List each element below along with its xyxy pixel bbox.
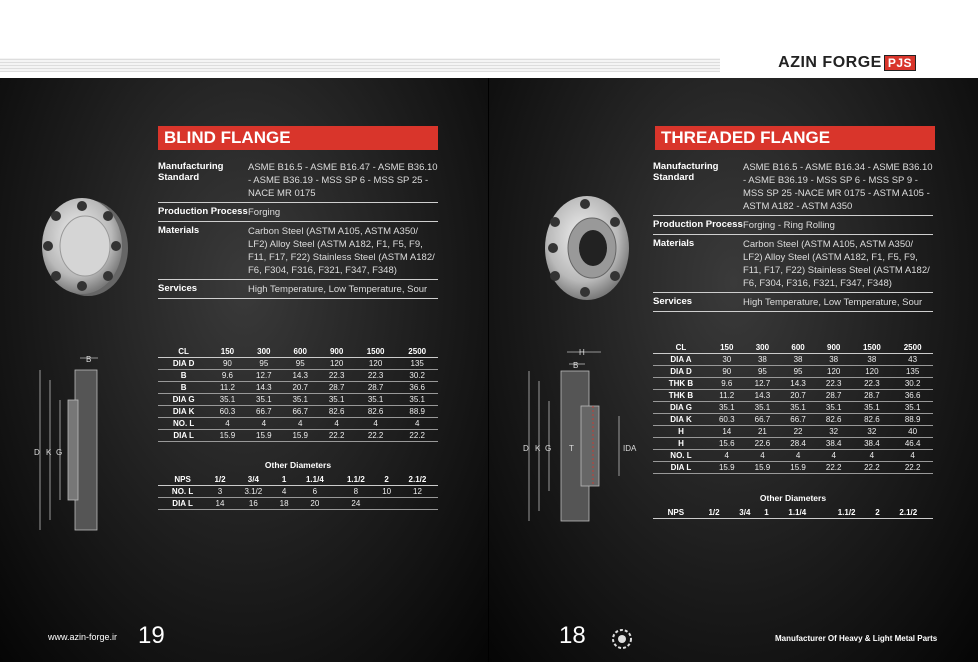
- dimension-table-right: [653, 342, 933, 474]
- table-row-label: NO. L: [158, 486, 207, 498]
- table-cell: 4: [318, 418, 354, 430]
- table-cell: 28.7: [852, 390, 893, 402]
- table-cell: 21: [745, 426, 781, 438]
- dim-label-d: D: [34, 448, 40, 457]
- table-row: [158, 358, 438, 370]
- header-stripe: [0, 58, 720, 72]
- table-header-row: [158, 474, 438, 486]
- table-header-row: [653, 507, 933, 519]
- spec-row: [158, 222, 438, 280]
- table-cell: 90: [209, 358, 245, 370]
- table-cell: 32: [816, 426, 852, 438]
- table-cell: 15.9: [282, 430, 318, 442]
- table-cell: 28.7: [816, 390, 852, 402]
- table-header-cell: 900: [816, 342, 852, 354]
- table-cell: 35.1: [318, 394, 354, 406]
- table-cell: 135: [396, 358, 438, 370]
- table-row-label: B: [158, 370, 209, 382]
- table-row: [653, 438, 933, 450]
- table-cell: 36.6: [892, 390, 933, 402]
- table-cell: 4: [816, 450, 852, 462]
- other-diameters-title-right: Other Diameters: [759, 493, 827, 503]
- table-row: [158, 430, 438, 442]
- table-header-cell: 3/4: [233, 474, 274, 486]
- table-header-cell: 300: [745, 342, 781, 354]
- table-row-label: NO. L: [653, 450, 709, 462]
- table-row-label: H: [653, 426, 709, 438]
- table-cell: 40: [892, 426, 933, 438]
- table-cell: 35.1: [396, 394, 438, 406]
- table-cell: 22.3: [816, 378, 852, 390]
- table-cell: 14: [709, 426, 745, 438]
- table-cell: 22.3: [852, 378, 893, 390]
- table-header-cell: 1: [274, 474, 295, 486]
- table-cell: 35.1: [852, 402, 893, 414]
- table-row-label: DIA K: [158, 406, 209, 418]
- table-cell: 38: [852, 354, 893, 366]
- table-row-label: DIA D: [653, 366, 709, 378]
- table-cell: 120: [355, 358, 397, 370]
- brand-name: AZIN FORGE: [778, 54, 882, 71]
- spec-value: ASME B16.5 - ASME B16.47 - ASME B36.10 - ASME B36.19 - MSS SP 6 - MSS SP 25 -NACE MR 0175: [248, 162, 438, 199]
- table-row: [653, 390, 933, 402]
- table-header-cell: 1/2: [699, 507, 730, 519]
- table-row-label: DIA L: [158, 430, 209, 442]
- table-row-label: DIA L: [653, 462, 709, 474]
- table-cell: 4: [246, 418, 282, 430]
- table-header-cell: 3/4: [729, 507, 760, 519]
- table-cell: 120: [816, 366, 852, 378]
- table-cell: 10: [376, 486, 397, 498]
- table-cell: 4: [396, 418, 438, 430]
- table-row-label: DIA L: [158, 498, 207, 510]
- table-cell: 22.2: [852, 462, 893, 474]
- table-cell: 3.1/2: [233, 486, 274, 498]
- dim-label-k: K: [46, 448, 52, 457]
- table-cell: 15.9: [780, 462, 816, 474]
- table-cell: 22.2: [318, 430, 354, 442]
- table-cell: 11.2: [709, 390, 745, 402]
- spec-label: Production Process: [158, 206, 248, 217]
- spec-value: Forging: [248, 207, 281, 218]
- table-cell: 135: [892, 366, 933, 378]
- table-cell: 22.2: [816, 462, 852, 474]
- table-cell: 82.6: [816, 414, 852, 426]
- spec-label: Materials: [158, 225, 200, 236]
- table-cell: [397, 498, 438, 510]
- table-row: [653, 462, 933, 474]
- table-header-cell: 2500: [396, 346, 438, 358]
- table-cell: 15.6: [709, 438, 745, 450]
- table-row: [653, 354, 933, 366]
- table-cell: 30.2: [396, 370, 438, 382]
- table-header-cell: CL: [653, 342, 709, 354]
- table-cell: 12.7: [246, 370, 282, 382]
- table-cell: 82.6: [318, 406, 354, 418]
- table-cell: 4: [282, 418, 318, 430]
- spec-row: [158, 158, 438, 203]
- spec-label: Production Process: [653, 219, 743, 230]
- dim-label-d: D: [523, 444, 529, 453]
- table-cell: 35.1: [246, 394, 282, 406]
- table-cell: 30: [709, 354, 745, 366]
- other-diameters-table-left: [158, 474, 438, 510]
- spec-row: [653, 158, 933, 216]
- table-header-cell: 1: [760, 507, 772, 519]
- table-header-cell: 600: [780, 342, 816, 354]
- spec-label: Services: [158, 283, 198, 294]
- table-row-label: DIA G: [158, 394, 209, 406]
- other-diameters-title-left: Other Diameters: [264, 460, 332, 470]
- table-cell: 22.3: [318, 370, 354, 382]
- table-cell: 66.7: [246, 406, 282, 418]
- top-header: [0, 0, 978, 78]
- table-cell: 38: [745, 354, 781, 366]
- gear-logo-icon: [611, 628, 633, 650]
- table-cell: 60.3: [209, 406, 245, 418]
- table-cell: 20.7: [780, 390, 816, 402]
- table-row: [653, 378, 933, 390]
- table-cell: 3: [207, 486, 233, 498]
- table-header-cell: 1500: [355, 346, 397, 358]
- table-row-label: DIA D: [158, 358, 209, 370]
- threaded-flange-image: [537, 188, 637, 308]
- table-header-cell: 150: [209, 346, 245, 358]
- table-row: [158, 498, 438, 510]
- table-row: [653, 402, 933, 414]
- table-cell: 35.1: [745, 402, 781, 414]
- table-row: [653, 366, 933, 378]
- dim-label-t: T: [569, 444, 574, 453]
- table-cell: 14.3: [780, 378, 816, 390]
- table-cell: 35.1: [892, 402, 933, 414]
- table-row-label: DIA G: [653, 402, 709, 414]
- table-cell: 120: [852, 366, 893, 378]
- table-header-row: [653, 342, 933, 354]
- brand-logo: [778, 54, 916, 72]
- table-cell: 28.7: [318, 382, 354, 394]
- table-row: [653, 450, 933, 462]
- table-cell: 95: [745, 366, 781, 378]
- table-cell: 35.1: [816, 402, 852, 414]
- table-cell: 28.7: [355, 382, 397, 394]
- table-cell: 22.3: [355, 370, 397, 382]
- table-cell: 14: [207, 498, 233, 510]
- brand-badge: PJS: [884, 55, 916, 71]
- table-cell: 32: [852, 426, 893, 438]
- table-cell: 66.7: [780, 414, 816, 426]
- spec-row: [653, 235, 933, 293]
- table-row: [158, 394, 438, 406]
- page-title-right: THREADED FLANGE: [655, 126, 935, 150]
- table-cell: 60.3: [709, 414, 745, 426]
- table-cell: 82.6: [355, 406, 397, 418]
- table-cell: 22.2: [355, 430, 397, 442]
- table-cell: 82.6: [852, 414, 893, 426]
- spec-list-right: [653, 158, 933, 312]
- table-row-label: NO. L: [158, 418, 209, 430]
- dim-label-g: G: [545, 444, 552, 453]
- table-cell: 35.1: [709, 402, 745, 414]
- table-cell: 15.9: [745, 462, 781, 474]
- table-cell: 12: [397, 486, 438, 498]
- spec-value: ASME B16.5 - ASME B16.34 - ASME B36.10 - ASME B36.19 - MSS SP 6 - MSS SP 9 - MSS SP 25 -NACE MR 0175 - ASTM A105 - ASTM A182 - ASTM A350: [743, 162, 933, 212]
- table-cell: 18: [274, 498, 295, 510]
- table-cell: 95: [282, 358, 318, 370]
- table-cell: 15.9: [209, 430, 245, 442]
- page-number-right: 18: [559, 622, 586, 649]
- table-header-row: [158, 346, 438, 358]
- table-cell: 4: [355, 418, 397, 430]
- table-cell: 20.7: [282, 382, 318, 394]
- spec-list-left: [158, 158, 438, 299]
- table-cell: 16: [233, 498, 274, 510]
- table-header-cell: 1.1/4: [294, 474, 335, 486]
- table-cell: 38.4: [852, 438, 893, 450]
- spec-row: [653, 216, 933, 235]
- spec-row: [158, 280, 438, 299]
- table-row-label: B: [158, 382, 209, 394]
- dim-label-b: B: [573, 361, 579, 370]
- table-cell: 22.2: [892, 462, 933, 474]
- table-header-cell: 300: [246, 346, 282, 358]
- table-cell: 38: [780, 354, 816, 366]
- table-cell: 4: [745, 450, 781, 462]
- table-row: [653, 414, 933, 426]
- table-header-cell: 2: [376, 474, 397, 486]
- dim-label-ida: IDA: [623, 444, 637, 453]
- table-cell: 66.7: [745, 414, 781, 426]
- table-header-cell: 2500: [892, 342, 933, 354]
- table-cell: 15.9: [246, 430, 282, 442]
- table-header-cell: 2: [871, 507, 883, 519]
- table-cell: 4: [209, 418, 245, 430]
- table-cell: 15.9: [709, 462, 745, 474]
- table-header-cell: 2.1/2: [397, 474, 438, 486]
- table-cell: 36.6: [396, 382, 438, 394]
- tagline: Manufacturer Of Heavy & Light Metal Parts: [775, 634, 938, 643]
- table-cell: 46.4: [892, 438, 933, 450]
- blind-flange-image: [30, 188, 130, 298]
- dim-label-g: G: [56, 448, 63, 457]
- table-cell: 4: [274, 486, 295, 498]
- table-cell: 30.2: [892, 378, 933, 390]
- table-cell: 8: [335, 486, 376, 498]
- table-header-cell: CL: [158, 346, 209, 358]
- table-row: [158, 382, 438, 394]
- spec-value: High Temperature, Low Temperature, Sour: [248, 284, 428, 295]
- table-row: [653, 426, 933, 438]
- table-cell: 120: [318, 358, 354, 370]
- table-cell: 11.2: [209, 382, 245, 394]
- table-cell: 35.1: [282, 394, 318, 406]
- footer-url: www.azin-forge.ir: [48, 632, 118, 642]
- table-cell: 24: [335, 498, 376, 510]
- table-cell: 6: [294, 486, 335, 498]
- table-cell: 38.4: [816, 438, 852, 450]
- dimension-table-left: [158, 346, 438, 442]
- table-cell: 14.3: [745, 390, 781, 402]
- spec-label: Manufacturing Standard: [158, 161, 224, 183]
- table-cell: 66.7: [282, 406, 318, 418]
- table-row: [158, 406, 438, 418]
- threaded-flange-drawing: [519, 346, 649, 536]
- dim-label-h: H: [579, 348, 585, 357]
- table-cell: 95: [780, 366, 816, 378]
- table-row-label: H: [653, 438, 709, 450]
- table-cell: 35.1: [780, 402, 816, 414]
- table-row-label: DIA A: [653, 354, 709, 366]
- table-cell: 88.9: [892, 414, 933, 426]
- page-left: [0, 78, 489, 662]
- table-header-cell: 1.1/2: [335, 474, 376, 486]
- table-row-label: THK B: [653, 378, 709, 390]
- table-cell: 4: [852, 450, 893, 462]
- table-row: [158, 418, 438, 430]
- table-cell: 22.6: [745, 438, 781, 450]
- page-right: [489, 78, 978, 662]
- table-row: [158, 486, 438, 498]
- table-header-cell: 900: [318, 346, 354, 358]
- table-header-cell: 1/2: [207, 474, 233, 486]
- page-title-left: BLIND FLANGE: [158, 126, 438, 150]
- table-row-label: DIA K: [653, 414, 709, 426]
- blind-flange-drawing: [30, 350, 140, 535]
- table-cell: 35.1: [355, 394, 397, 406]
- table-cell: 90: [709, 366, 745, 378]
- table-cell: 4: [892, 450, 933, 462]
- spec-value: Carbon Steel (ASTM A105, ASTM A350/ LF2) Alloy Steel (ASTM A182, F1, F5, F9, F11, F17, F22) Stainless Steel (ASTM A182/ F6, F304, F316, F321, F347, F348): [743, 239, 930, 289]
- page-number-left: 19: [138, 622, 165, 649]
- table-cell: 4: [780, 450, 816, 462]
- table-header-cell: 600: [282, 346, 318, 358]
- table-cell: 22: [780, 426, 816, 438]
- spec-label: Manufacturing Standard: [653, 161, 719, 183]
- table-header-cell: 1.1/4: [773, 507, 822, 519]
- spec-value: Carbon Steel (ASTM A105, ASTM A350/ LF2) Alloy Steel (ASTM A182, F1, F5, F9, F11, F17, F22) Stainless Steel (ASTM A182/ F6, F304, F316, F321, F347, F348): [248, 226, 435, 276]
- table-cell: 9.6: [709, 378, 745, 390]
- spec-value: High Temperature, Low Temperature, Sour: [743, 297, 923, 308]
- table-cell: 43: [892, 354, 933, 366]
- table-cell: 88.9: [396, 406, 438, 418]
- table-header-cell: 2.1/2: [884, 507, 933, 519]
- table-cell: 22.2: [396, 430, 438, 442]
- other-diameters-table-right: [653, 507, 933, 519]
- spec-row: [158, 203, 438, 222]
- table-cell: 38: [816, 354, 852, 366]
- table-cell: 95: [246, 358, 282, 370]
- dim-label-b: B: [86, 355, 92, 364]
- table-cell: 14.3: [246, 382, 282, 394]
- table-cell: 12.7: [745, 378, 781, 390]
- table-cell: 20: [294, 498, 335, 510]
- table-header-cell: 150: [709, 342, 745, 354]
- spec-label: Services: [653, 296, 693, 307]
- spec-label: Materials: [653, 238, 695, 249]
- table-header-cell: NPS: [158, 474, 207, 486]
- table-cell: 14.3: [282, 370, 318, 382]
- spec-value: Forging - Ring Rolling: [743, 220, 835, 231]
- table-header-cell: 1500: [852, 342, 893, 354]
- table-row: [158, 370, 438, 382]
- dim-label-k: K: [535, 444, 541, 453]
- table-cell: [376, 498, 397, 510]
- table-row-label: THK B: [653, 390, 709, 402]
- table-cell: 28.4: [780, 438, 816, 450]
- spec-row: [653, 293, 933, 312]
- table-cell: 9.6: [209, 370, 245, 382]
- table-header-cell: NPS: [653, 507, 699, 519]
- table-header-cell: 1.1/2: [822, 507, 871, 519]
- table-cell: 4: [709, 450, 745, 462]
- table-cell: 35.1: [209, 394, 245, 406]
